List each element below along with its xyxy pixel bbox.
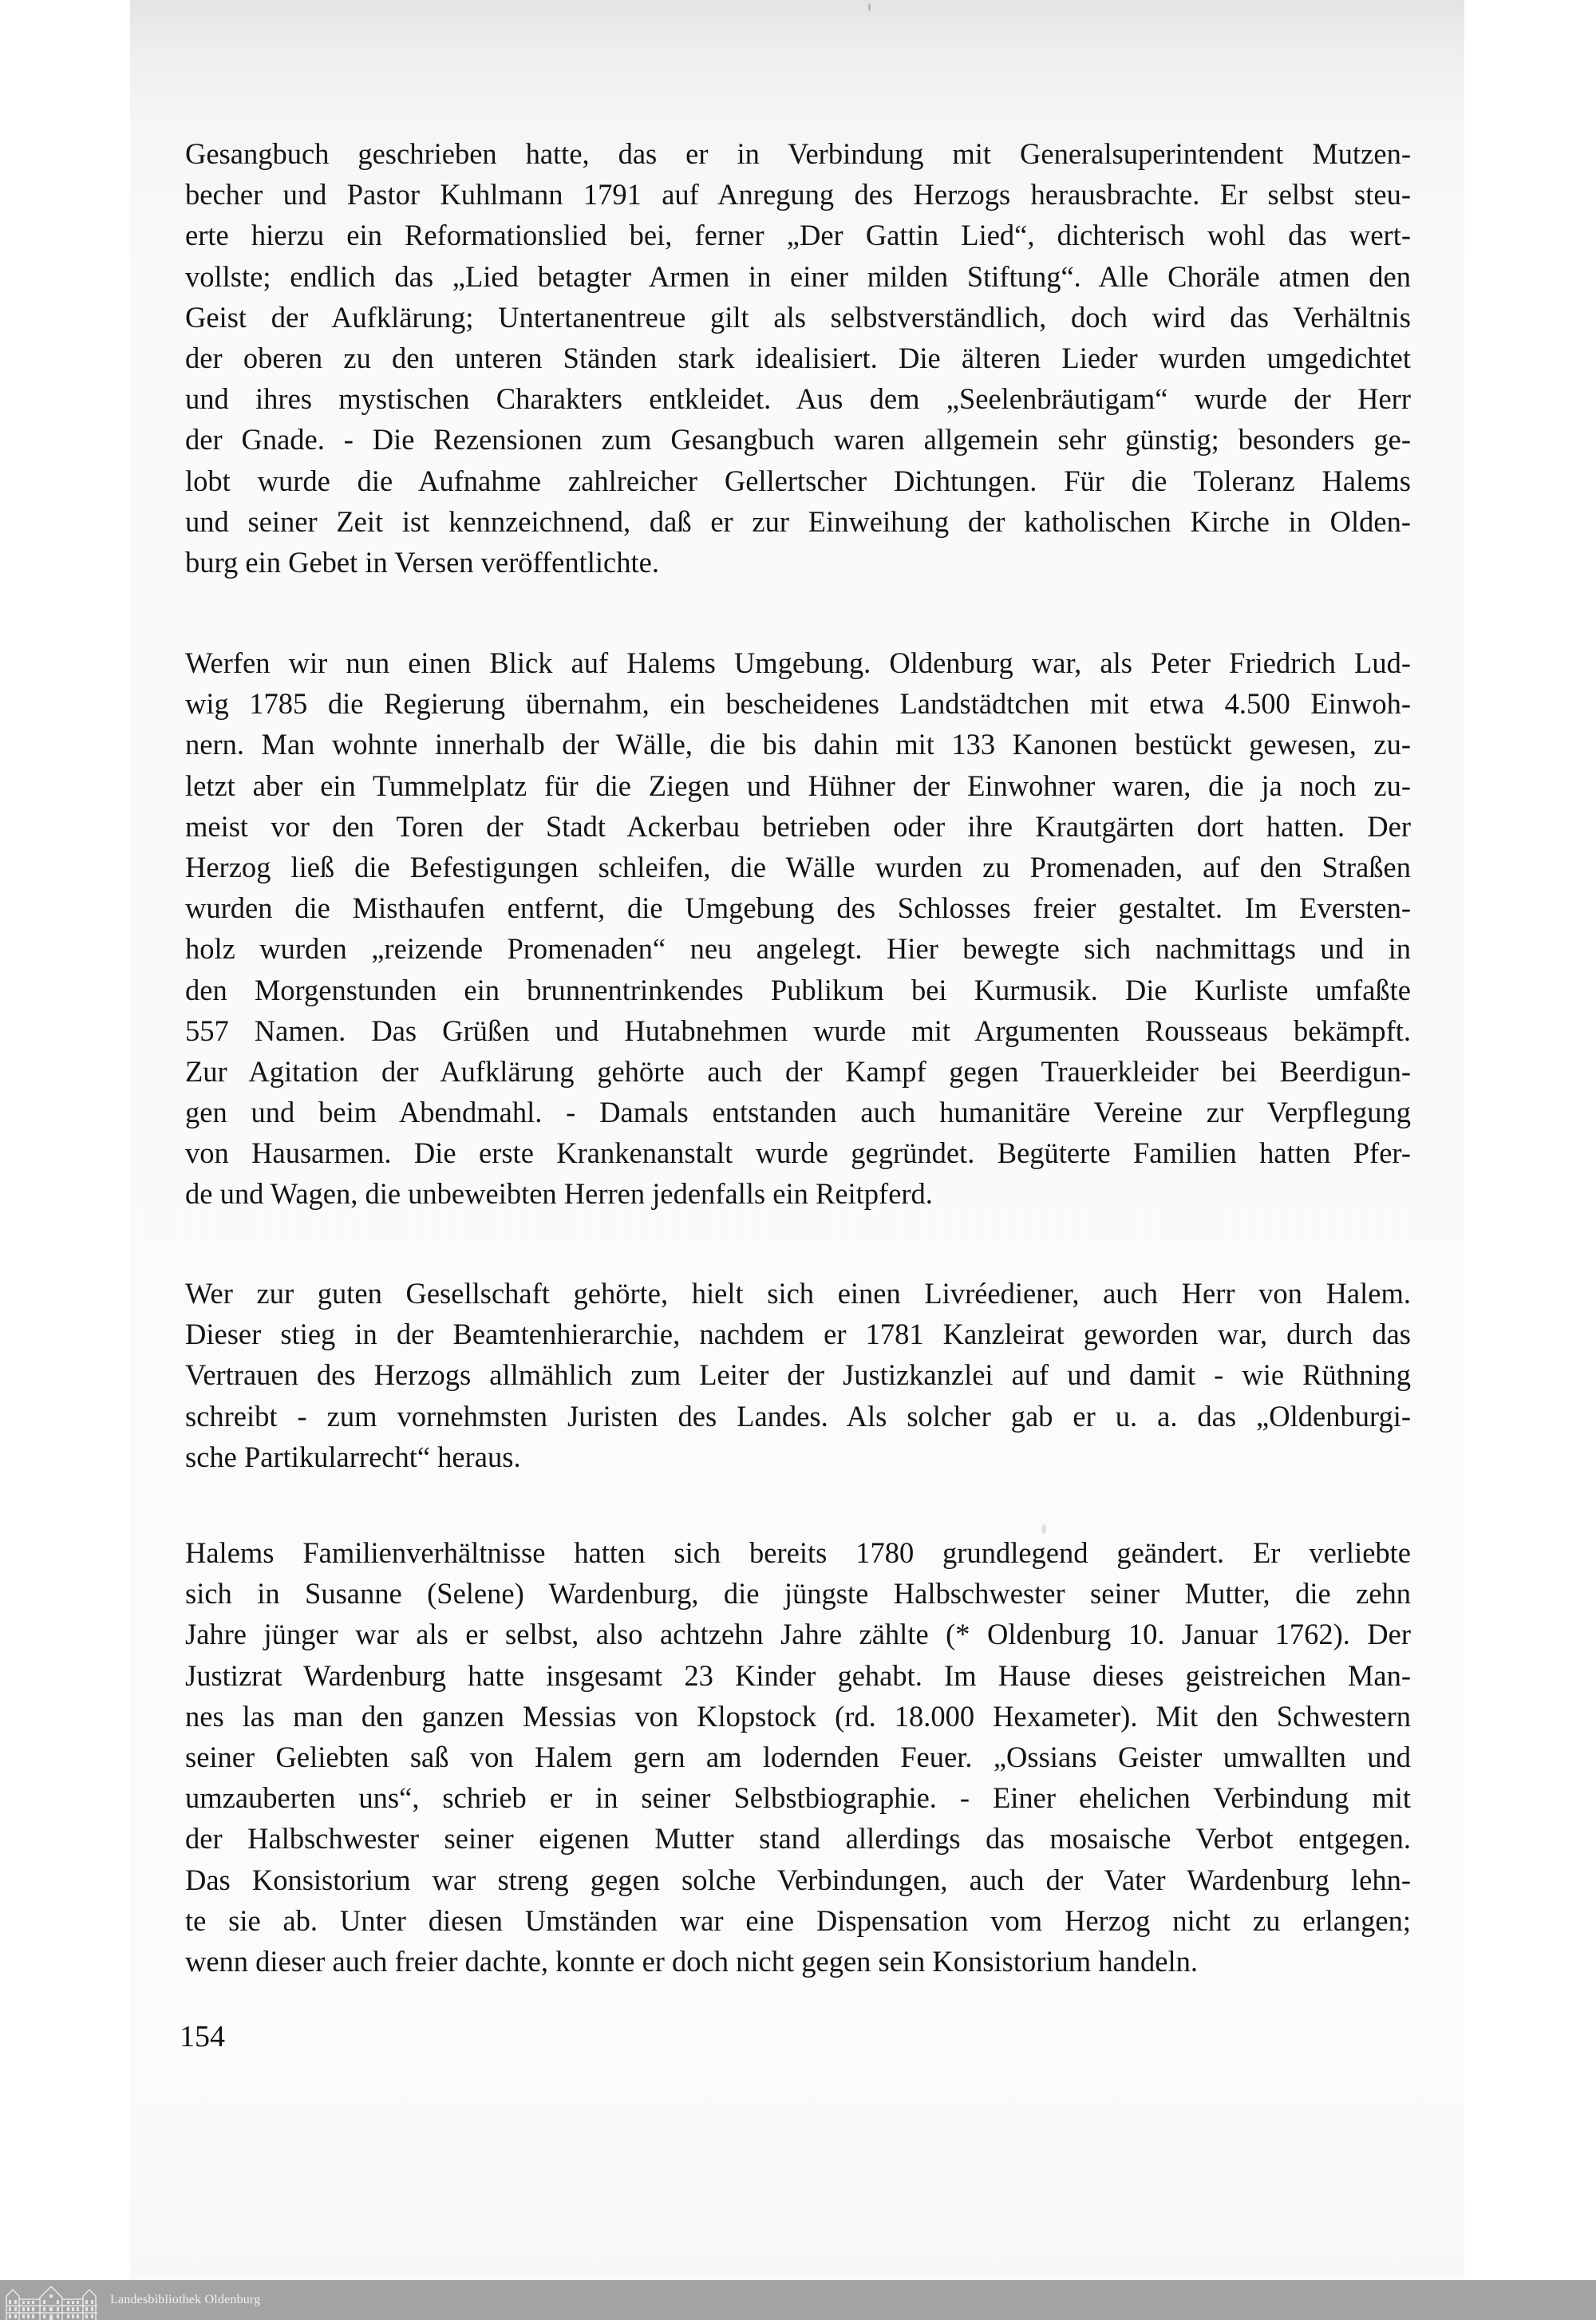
- text-line: seiner Geliebten saß von Halem gern am lodernden Feuer. „Ossians Geister umwallten und: [185, 1740, 1411, 1773]
- text-line: Vertrauen des Herzogs allmählich zum Leiter der Justizkanzlei auf und damit - wie Rüthning: [185, 1358, 1411, 1392]
- text-line: und ihres mystischen Charakters entkleidet. Aus dem „Seelenbräutigam“ wurde der Herr: [185, 382, 1411, 416]
- text-line: vollste; endlich das „Lied betagter Armen in einer milden Stiftung“. Alle Choräle atmen den: [185, 259, 1411, 293]
- text-line: wig 1785 die Regierung übernahm, ein bescheidenes Landstädtchen mit etwa 4.500 Einwoh-: [185, 687, 1411, 721]
- text-line: erte hierzu ein Reformationslied bei, ferner „Der Gattin Lied“, dichterisch wohl das wert-: [185, 219, 1411, 252]
- text-line: und seiner Zeit ist kennzeichnend, daß er zur Einweihung der katholischen Kirche in Olden-: [185, 504, 1411, 538]
- text-line: Justizrat Wardenburg hatte insgesamt 23 Kinder gehabt. Im Hause dieses geistreichen Man-: [185, 1658, 1411, 1692]
- text-line: Herzog ließ die Befestigungen schleifen, die Wälle wurden zu Promenaden, auf den Straßen: [185, 850, 1411, 883]
- text-line: Gesangbuch geschrieben hatte, das er in Verbindung mit Generalsuperintendent Mutzen-: [185, 137, 1411, 170]
- text-line: der oberen zu den unteren Ständen stark idealisiert. Die älteren Lieder wurden umgedichtet: [185, 341, 1411, 374]
- text-line: den Morgenstunden ein brunnentrinkendes Publikum bei Kurmusik. Die Kurliste umfaßte: [185, 973, 1411, 1006]
- paragraph-3: [185, 1273, 1411, 1477]
- footer-bar: [0, 2280, 1596, 2320]
- text-line: umzauberten uns“, schrieb er in seiner Selbstbiographie. - Einer ehelichen Verbindung mit: [185, 1781, 1411, 1815]
- page-number: 154: [180, 2020, 225, 2053]
- text-line: nern. Man wohnte innerhalb der Wälle, die bis dahin mit 133 Kanonen bestückt gewesen, zu-: [185, 728, 1411, 761]
- text-line: de und Wagen, die unbeweibten Herren jedenfalls ein Reitpferd.: [185, 1177, 933, 1211]
- text-line: Jahre jünger war als er selbst, also achtzehn Jahre zählte (* Oldenburg 10. Januar 1762). Der: [185, 1618, 1411, 1651]
- text-line: lobt wurde die Aufnahme zahlreicher Gellertscher Dichtungen. Für die Toleranz Halems: [185, 464, 1411, 497]
- text-line: von Hausarmen. Die erste Krankenanstalt wurde gegründet. Begüterte Familien hatten Pfer-: [185, 1136, 1411, 1170]
- text-line: holz wurden „reizende Promenaden“ neu angelegt. Hier bewegte sich nachmittags und in: [185, 932, 1411, 966]
- library-name: Landesbibliothek Oldenburg: [110, 2293, 261, 2306]
- text-line: te sie ab. Unter diesen Umständen war eine Dispensation vom Herzog nicht zu erlangen;: [185, 1903, 1411, 1937]
- text-line: Geist der Aufklärung; Untertanentreue gilt als selbstverständlich, doch wird das Verhältnis: [185, 300, 1411, 334]
- scan-speck: [868, 3, 871, 11]
- paragraph-4: [185, 1532, 1411, 1982]
- text-line: der Gnade. - Die Rezensionen zum Gesangbuch waren allgemein sehr günstig; besonders ge-: [185, 423, 1411, 456]
- text-line: schreibt - zum vornehmsten Juristen des Landes. Als solcher gab er u. a. das „Oldenburgi-: [185, 1399, 1411, 1433]
- text-line: letzt aber ein Tummelplatz für die Ziegen und Hühner der Einwohner waren, die ja noch zu-: [185, 769, 1411, 802]
- library-building-icon: [5, 2285, 99, 2320]
- text-line: Dieser stieg in der Beamtenhierarchie, nachdem er 1781 Kanzleirat geworden war, durch das: [185, 1318, 1411, 1351]
- text-line: wurden die Misthaufen entfernt, die Umgebung des Schlosses freier gestaltet. Im Eversten-: [185, 891, 1411, 925]
- text-line: becher und Pastor Kuhlmann 1791 auf Anregung des Herzogs herausbrachte. Er selbst steu-: [185, 178, 1411, 211]
- text-line: Halems Familienverhältnisse hatten sich bereits 1780 grundlegend geändert. Er verliebte: [185, 1536, 1411, 1569]
- text-line: sich in Susanne (Selene) Wardenburg, die jüngste Halbschwester seiner Mutter, die zehn: [185, 1577, 1411, 1611]
- text-line: der Halbschwester seiner eigenen Mutter stand allerdings das mosaische Verbot entgegen.: [185, 1822, 1411, 1856]
- text-line: sche Partikularrecht“ heraus.: [185, 1440, 521, 1473]
- paragraph-2: [185, 642, 1411, 1215]
- text-line: gen und beim Abendmahl. - Damals entstanden auch humanitäre Vereine zur Verpflegung: [185, 1096, 1411, 1129]
- text-line: Das Konsistorium war streng gegen solche Verbindungen, auch der Vater Wardenburg lehn-: [185, 1863, 1411, 1896]
- paragraph-1: [185, 133, 1411, 583]
- text-line: 557 Namen. Das Grüßen und Hutabnehmen wurde mit Argumenten Rousseaus bekämpft.: [185, 1014, 1411, 1047]
- text-line: wenn dieser auch freier dachte, konnte er doch nicht gegen sein Konsistorium handeln.: [185, 1944, 1198, 1978]
- text-line: Wer zur guten Gesellschaft gehörte, hielt sich einen Livréediener, auch Herr von Halem.: [185, 1277, 1411, 1310]
- text-line: meist vor den Toren der Stadt Ackerbau betrieben oder ihre Krautgärten dort hatten. Der: [185, 809, 1411, 843]
- text-line: nes las man den ganzen Messias von Klopstock (rd. 18.000 Hexameter). Mit den Schwestern: [185, 1699, 1411, 1733]
- text-line: burg ein Gebet in Versen veröffentlichte.: [185, 545, 659, 579]
- text-line: Zur Agitation der Aufklärung gehörte auch der Kampf gegen Trauerkleider bei Beerdigun-: [185, 1054, 1411, 1088]
- text-line: Werfen wir nun einen Blick auf Halems Umgebung. Oldenburg war, als Peter Friedrich Lud-: [185, 646, 1411, 679]
